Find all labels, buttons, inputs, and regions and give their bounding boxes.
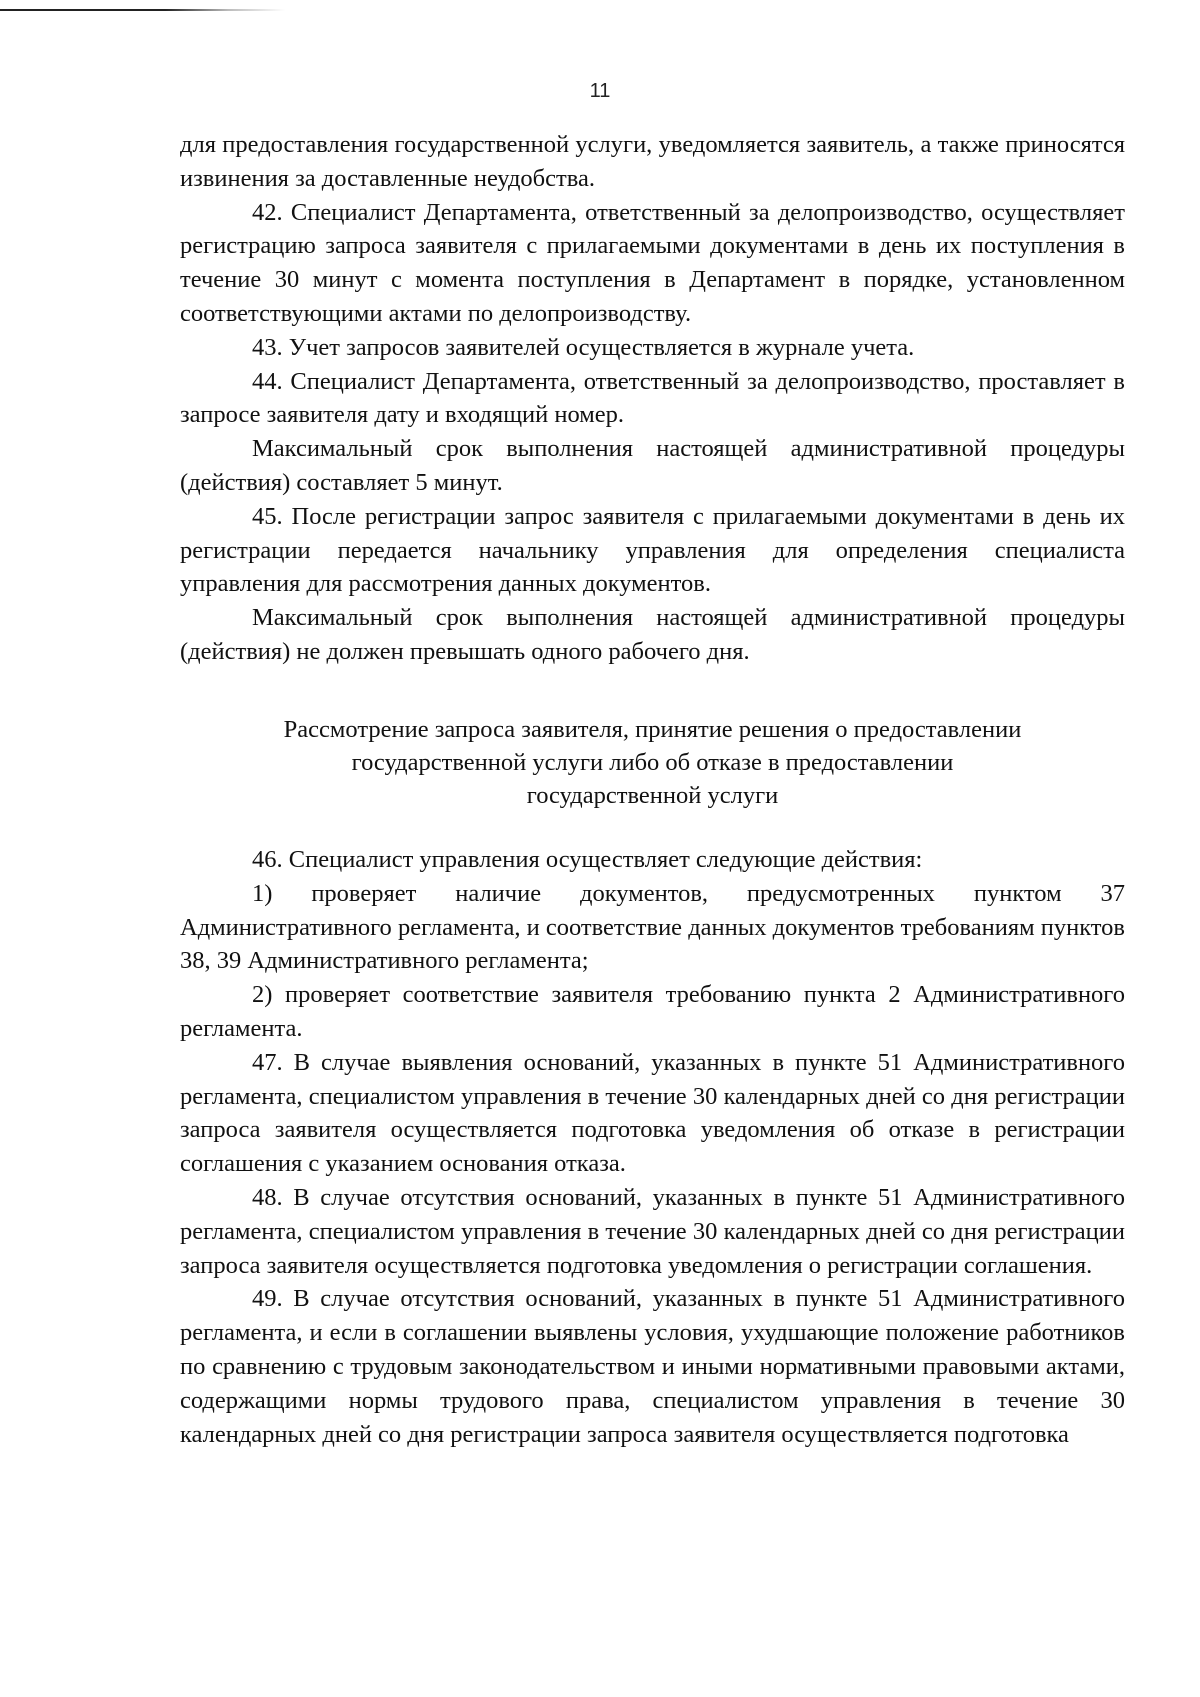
paragraph-49: 49. В случае отсутствия оснований, указанных в пункте 51 Административного регламента, и если в соглашении выявлены условия, ухудшающие положение работников по сравнению с трудовым законодательством и иными нормативными правовыми актами, содержащими нормы трудового права, специалистом управления в течение 30 календарных дней со дня регистрации запроса заявителя осуществляется подготовка — [180, 1285, 1125, 1448]
paragraph-45: 45. После регистрации запрос заявителя с прилагаемыми документами в день их регистрации передается начальнику управления для определения специалиста управления для рассмотрения данных документов. — [180, 502, 1125, 598]
paragraph-42: 42. Специалист Департамента, ответственный за делопроизводство, осуществляет регистрацию запроса заявителя с прилагаемыми документами в день их поступления в течение 30 минут с момента поступления в Департамент в порядке, установленном соответствующими актами по делопроизводству. — [180, 198, 1125, 327]
paragraph-44-max-time: Максимальный срок выполнения настоящей административной процедуры (действия) составляет 5 минут. — [180, 435, 1125, 496]
paragraph-45-max-time: Максимальный срок выполнения настоящей административной процедуры (действия) не должен превышать одного рабочего дня. — [180, 604, 1125, 665]
section-heading-line: государственной услуги — [526, 782, 779, 809]
paragraph-46: 46. Специалист управления осуществляет следующие действия: — [252, 846, 923, 873]
body-text-bottom — [180, 843, 1125, 1451]
page-number: 11 — [589, 80, 611, 102]
section-heading — [180, 713, 1125, 812]
section-heading-line: государственной услуги либо об отказе в предоставлении — [351, 749, 954, 776]
paragraph-46-item-2: 2) проверяет соответствие заявителя требованию пункта 2 Административного регламента. — [180, 981, 1125, 1042]
paragraph-44: 44. Специалист Департамента, ответственный за делопроизводство, проставляет в запросе заявителя дату и входящий номер. — [180, 367, 1125, 429]
paragraph-continuation: для предоставления государственной услуги, уведомляется заявитель, а также приносятся извинения за доставленные неудобства. — [180, 131, 1125, 192]
scan-edge-line — [0, 9, 285, 11]
paragraph-48: 48. В случае отсутствия оснований, указанных в пункте 51 Административного регламента, специалистом управления в течение 30 календарных дней со дня регистрации запроса заявителя осуществляется подготовка уведомления о регистрации соглашения. — [180, 1183, 1125, 1279]
paragraph-43: 43. Учет запросов заявителей осуществляется в журнале учета. — [252, 333, 915, 361]
paragraph-47: 47. В случае выявления оснований, указанных в пункте 51 Административного регламента, специалистом управления в течение 30 календарных дней со дня регистрации запроса заявителя осуществляется подготовка уведомления об отказе в регистрации соглашения с указанием основания отказа. — [180, 1048, 1125, 1178]
body-text-top — [180, 128, 1125, 669]
paragraph-46-item-1: 1) проверяет наличие документов, предусмотренных пунктом 37 Административного регламента, и соответствие данных документов требованиям пунктов 38, 39 Административного регламента; — [180, 879, 1125, 975]
section-heading-line: Рассмотрение запроса заявителя, принятие решения о предоставлении — [283, 716, 1022, 743]
